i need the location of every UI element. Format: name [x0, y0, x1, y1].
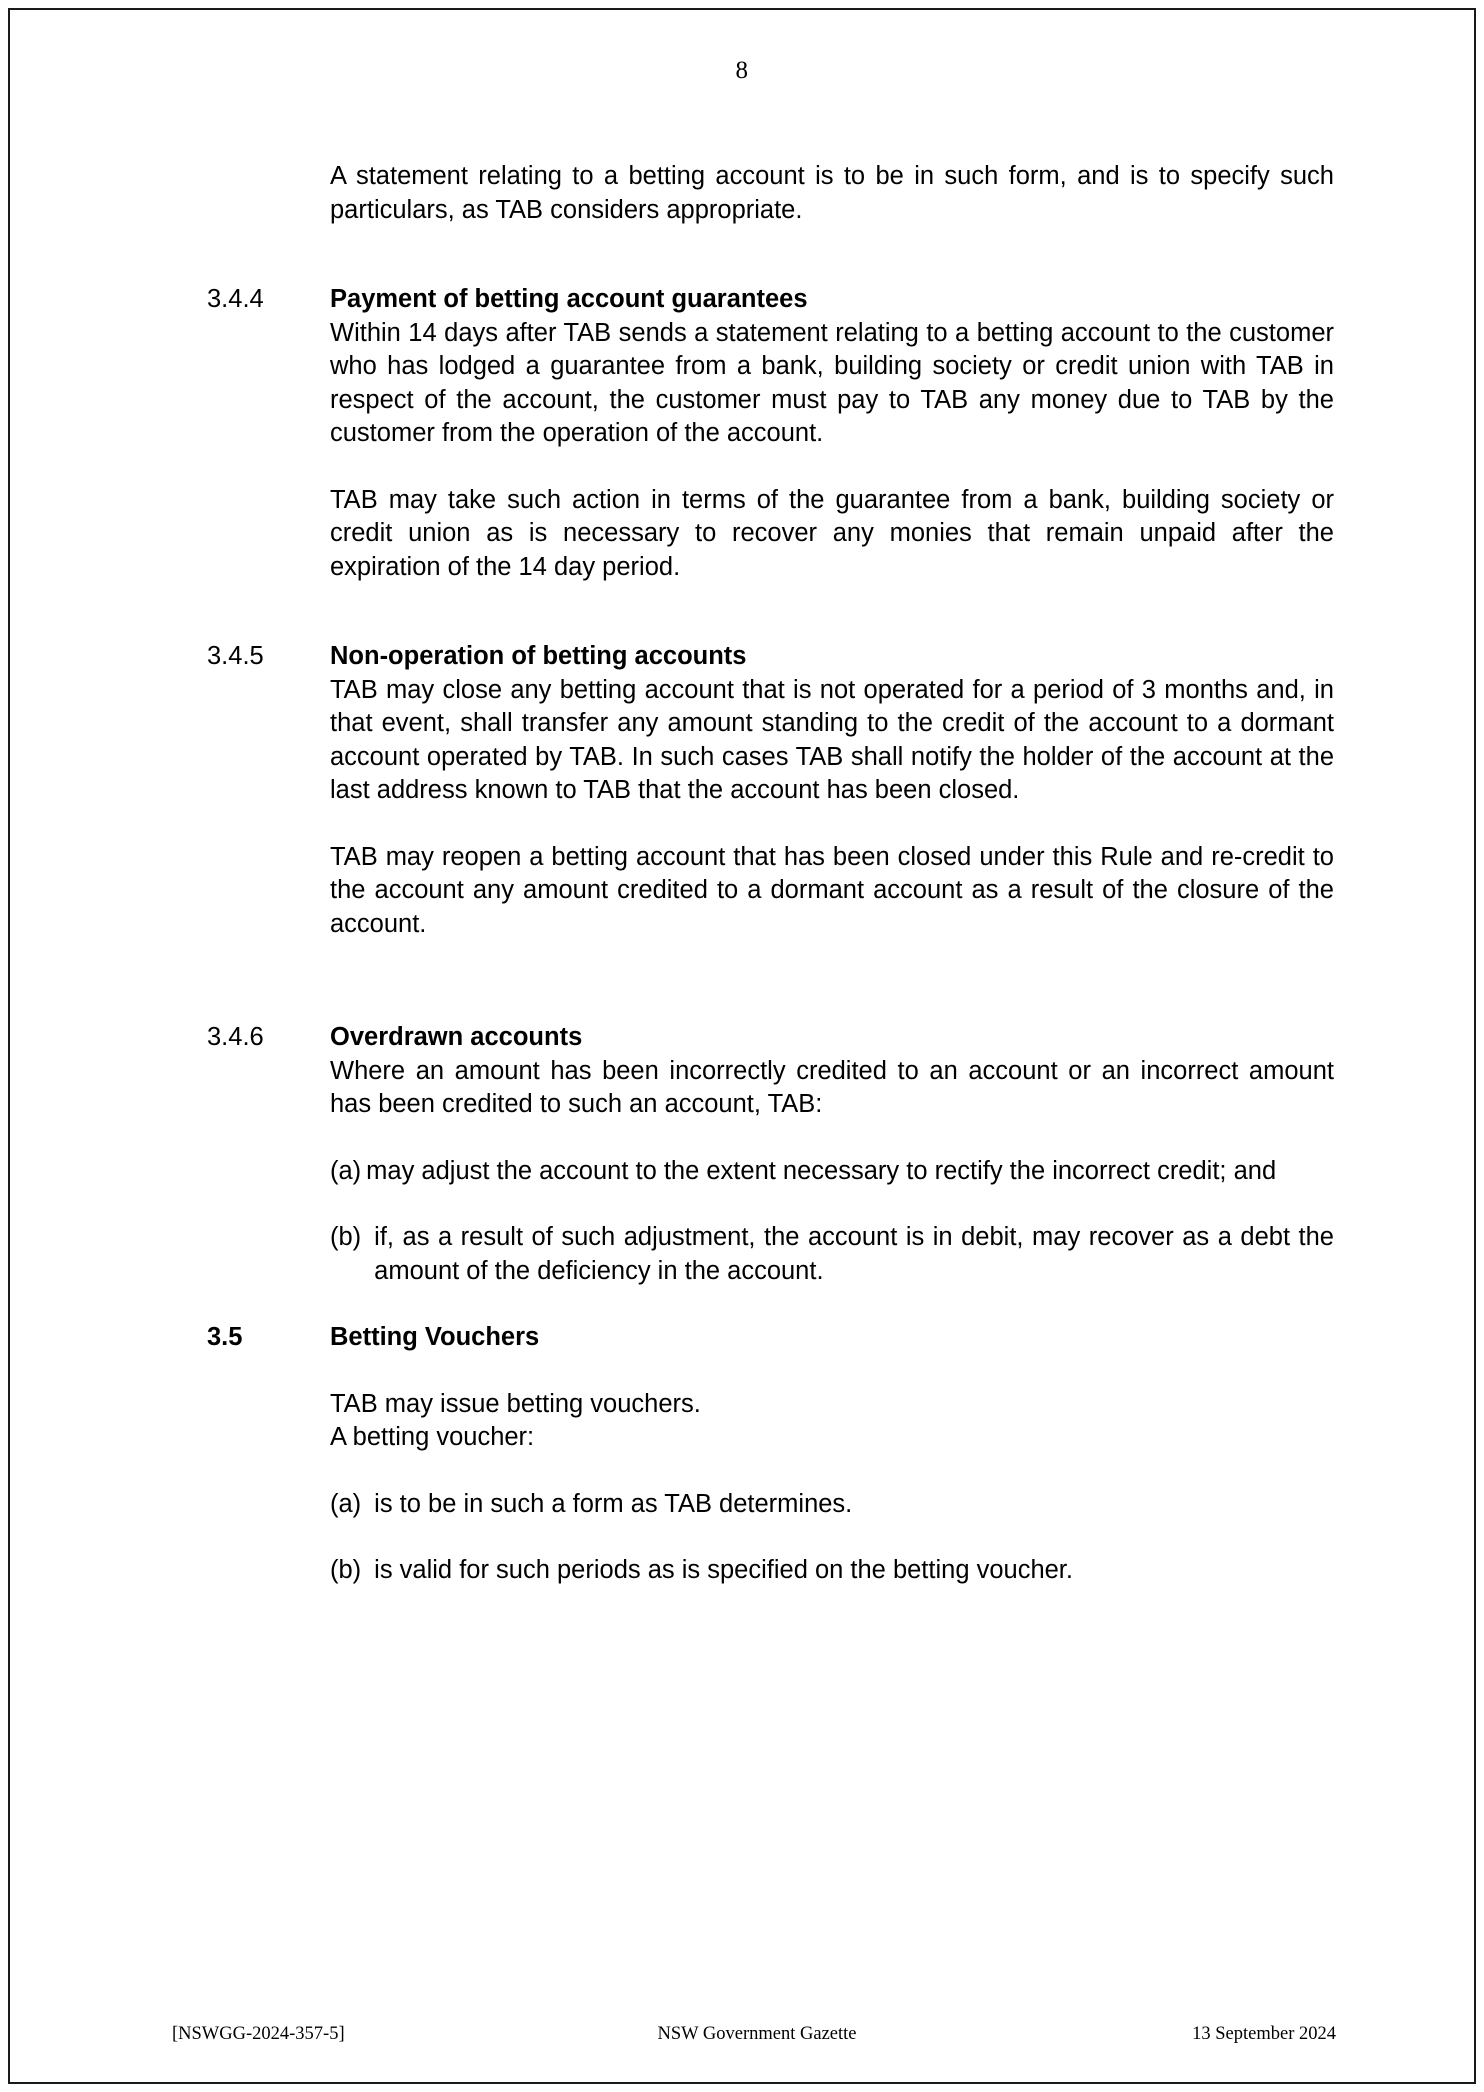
section-3-5-paragraph-1: TAB may issue betting vouchers.: [330, 1389, 701, 1418]
list-text-a: is to be in such a form as TAB determines.: [374, 1489, 853, 1518]
section-3-5-paragraph-2: A betting voucher:: [330, 1423, 535, 1451]
section-body-3-4-6: [330, 1021, 1334, 1122]
spacer: [0, 227, 1484, 283]
section-body-3-5: [330, 1321, 1334, 1455]
spacer: [0, 941, 1484, 1021]
section-3-4-5-paragraph-1: TAB may close any betting account that is not operated for a period of 3 months and, in that event, shall transfer any amount standing to the credit of the account to a dormant account operated by TAB. In such cases TAB shall notify the holder of the account at the last address known to TAB that the account has been closed.: [330, 675, 1334, 804]
section-3-4-6-paragraph-1: Where an amount has been incorrectly credited to an account or an incorrect amount has been credited to such an account, TAB:: [330, 1056, 1334, 1118]
section-heading-3-4-6: Overdrawn accounts: [330, 1023, 583, 1051]
footer-publication-title: NSW Government Gazette: [657, 2024, 857, 2044]
spacer: [0, 1455, 1484, 1488]
page-content: [0, 160, 1484, 1588]
list-text-b: is valid for such periods as is specified on the betting voucher.: [374, 1556, 1073, 1584]
section-3-5: [0, 1321, 1484, 1455]
list-item: [0, 1155, 1484, 1189]
list-item: [0, 1488, 1484, 1522]
spacer: [330, 808, 1334, 841]
spacer: [0, 1122, 1484, 1155]
section-heading-3-5: Betting Vouchers: [330, 1323, 540, 1351]
section-3-4-5: [0, 640, 1484, 941]
spacer: [330, 451, 1334, 484]
footer-date: 13 September 2024: [1192, 2024, 1336, 2044]
section-number-3-5: 3.5: [207, 1323, 243, 1351]
page-number: 8: [735, 57, 749, 84]
section-3-4-6: [0, 1021, 1484, 1122]
section-number-3-4-5: 3.4.5: [207, 642, 264, 670]
section-body-3-4-4: [330, 283, 1334, 584]
list-marker-a: (a): [330, 1489, 362, 1518]
spacer: [330, 1355, 1334, 1388]
spacer: [0, 1521, 1484, 1554]
section-number-3-4-4: 3.4.4: [207, 285, 264, 313]
list-item: [0, 1554, 1484, 1588]
section-number-3-4-6: 3.4.6: [207, 1023, 264, 1051]
section-3-4-4-paragraph-2: TAB may take such action in terms of the guarantee from a bank, building society or credit union as is necessary to recover any monies that remain unpaid after the expiration of the 14 day period.: [330, 485, 1334, 581]
spacer: [0, 1188, 1484, 1221]
spacer: [0, 1288, 1484, 1321]
section-3-4-5-paragraph-2: TAB may reopen a betting account that has been closed under this Rule and re-credit to the account any amount credited to a dormant account as a result of the closure of the account.: [330, 842, 1334, 938]
section-body-3-4-5: [330, 640, 1334, 941]
page-footer: [0, 2022, 1484, 2046]
intro-paragraph: A statement relating to a betting account is to be in such form, and is to specify such particulars, as TAB considers appropriate.: [330, 162, 1334, 224]
list-text-a: may adjust the account to the extent necessary to rectify the incorrect credit; and: [366, 1156, 1277, 1185]
section-heading-3-4-4: Payment of betting account guarantees: [330, 285, 808, 313]
section-heading-3-4-5: Non-operation of betting accounts: [330, 642, 747, 670]
list-text-b: if, as a result of such adjustment, the account is in debit, may recover as a debt the amount of the deficiency in the account.: [374, 1223, 1334, 1285]
section-3-4-4: [0, 283, 1484, 584]
list-marker-b: (b): [330, 1223, 362, 1251]
list-marker-b: (b): [330, 1556, 362, 1584]
spacer: [0, 584, 1484, 640]
list-item: [0, 1221, 1484, 1288]
list-marker-a: (a): [330, 1156, 362, 1185]
footer-document-id: [NSWGG-2024-357-5]: [172, 2024, 345, 2044]
section-3-4-4-paragraph-1: Within 14 days after TAB sends a statement relating to a betting account to the customer who has lodged a guarantee from a bank, building society or credit union with TAB in respect of the account, the customer must pay to TAB any money due to TAB by the customer from the operation of the account.: [330, 318, 1334, 447]
intro-paragraph-block: [0, 160, 1484, 227]
